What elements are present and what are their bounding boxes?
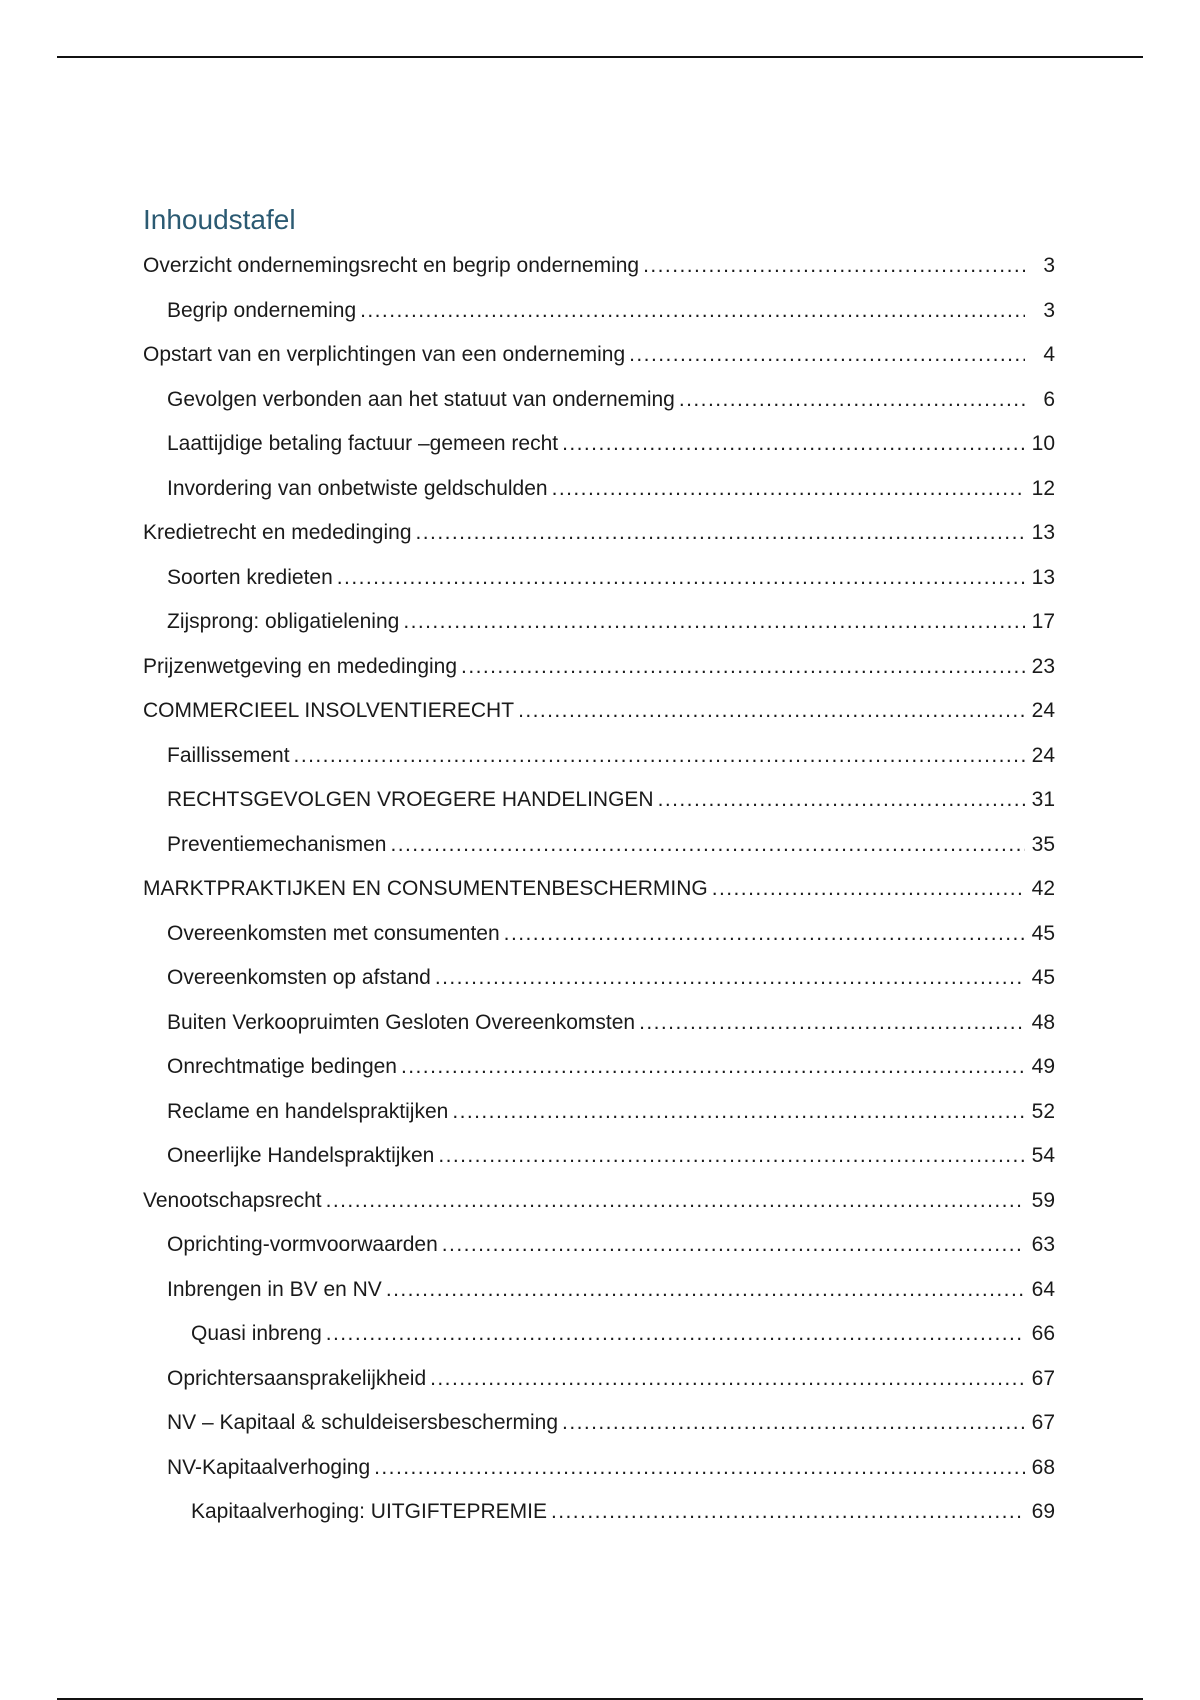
toc-entry[interactable] <box>143 867 1055 912</box>
toc-entry-label: Venootschapsrecht <box>143 1188 322 1212</box>
toc-entry[interactable] <box>143 289 1055 334</box>
toc-entry[interactable] <box>143 422 1055 467</box>
toc-entry-page: 67 <box>1031 1366 1055 1390</box>
toc-entry-label: Laattijdige betaling factuur –gemeen recht <box>167 432 559 455</box>
dot-leader <box>435 956 1025 1001</box>
toc-entry[interactable] <box>143 1401 1055 1446</box>
toc-entry[interactable] <box>143 1446 1055 1491</box>
toc-entry[interactable] <box>143 734 1055 779</box>
toc-entry-label: Preventiemechanismen <box>167 832 387 856</box>
toc-entry-page: 3 <box>1043 298 1055 322</box>
toc-entry-page: 59 <box>1031 1188 1055 1212</box>
dot-leader <box>562 422 1025 467</box>
dot-leader <box>452 1090 1025 1135</box>
toc-entry[interactable] <box>143 1490 1055 1535</box>
toc-entry-page: 3 <box>1043 254 1055 277</box>
toc-entry-label: Overeenkomsten op afstand <box>167 966 431 989</box>
toc-entry[interactable] <box>143 244 1055 289</box>
toc-entry-label: Soorten kredieten <box>167 565 333 589</box>
dot-leader <box>442 1223 1025 1268</box>
toc-entry-label: Overeenkomsten met consumenten <box>167 921 500 945</box>
toc-entry-page: 52 <box>1031 1099 1055 1123</box>
dot-leader <box>403 600 1025 645</box>
toc-entry[interactable] <box>143 1001 1055 1046</box>
toc-entry-page: 23 <box>1031 654 1055 678</box>
toc-entry-label: Prijzenwetgeving en mededinging <box>143 654 458 678</box>
toc-entry-label: Opstart van en verplichtingen van een onderneming <box>143 343 626 366</box>
dot-leader <box>374 1446 1025 1491</box>
dot-leader <box>629 333 1025 378</box>
toc-entry[interactable] <box>143 1268 1055 1313</box>
toc-entry[interactable] <box>143 689 1055 734</box>
dot-leader <box>643 244 1025 289</box>
toc-entry[interactable] <box>143 1134 1055 1179</box>
toc-entry-page: 45 <box>1031 966 1055 989</box>
dot-leader <box>401 1045 1025 1090</box>
toc-entry[interactable] <box>143 1179 1055 1224</box>
toc-entry-label: Zijsprong: obligatielening <box>167 610 400 633</box>
dot-leader <box>504 912 1025 957</box>
toc-entry-label: NV – Kapitaal & schuldeisersbescherming <box>167 1411 559 1434</box>
dot-leader <box>639 1001 1025 1046</box>
toc-entry-label: Oprichtersaansprakelijkheid <box>167 1366 427 1390</box>
toc-entry-label: MARKTPRAKTIJKEN EN CONSUMENTENBESCHERMING <box>143 877 708 900</box>
toc-entry-page: 49 <box>1031 1055 1055 1078</box>
dot-leader <box>337 556 1025 601</box>
toc-entry[interactable] <box>143 645 1055 690</box>
table-of-contents <box>143 200 1055 1535</box>
toc-entry-label: Overzicht ondernemingsrecht en begrip onderneming <box>143 254 640 277</box>
toc-entry[interactable] <box>143 1223 1055 1268</box>
toc-entry[interactable] <box>143 778 1055 823</box>
toc-entry-label: NV-Kapitaalverhoging <box>167 1455 371 1479</box>
toc-entry-label: Gevolgen verbonden aan het statuut van onderneming <box>167 387 675 411</box>
toc-entry-label: Reclame en handelspraktijken <box>167 1099 449 1123</box>
toc-entry-label: Quasi inbreng <box>191 1322 322 1345</box>
toc-entry-page: 64 <box>1031 1277 1055 1301</box>
toc-entry-label: COMMERCIEEL INSOLVENTIERECHT <box>143 699 515 722</box>
toc-entry-page: 4 <box>1043 343 1055 366</box>
toc-entry-page: 63 <box>1031 1233 1055 1256</box>
toc-entry-label: Inbrengen in BV en NV <box>167 1277 382 1301</box>
toc-entry-page: 17 <box>1031 610 1055 633</box>
toc-entry-list <box>143 244 1055 1535</box>
dot-leader <box>294 734 1025 779</box>
dot-leader <box>326 1179 1025 1224</box>
toc-entry[interactable] <box>143 823 1055 868</box>
toc-entry-label: Kapitaalverhoging: UITGIFTEPREMIE <box>191 1500 547 1523</box>
toc-entry[interactable] <box>143 1090 1055 1135</box>
dot-leader <box>360 289 1025 334</box>
toc-entry[interactable] <box>143 556 1055 601</box>
dot-leader <box>430 1357 1025 1402</box>
dot-leader <box>386 1268 1025 1313</box>
toc-entry[interactable] <box>143 956 1055 1001</box>
toc-entry-label: Oneerlijke Handelspraktijken <box>167 1144 435 1167</box>
dot-leader <box>552 467 1025 512</box>
toc-entry-page: 12 <box>1031 476 1055 500</box>
toc-entry-page: 35 <box>1031 832 1055 856</box>
toc-entry-label: Oprichting-vormvoorwaarden <box>167 1233 438 1256</box>
toc-entry-page: 10 <box>1031 432 1055 455</box>
dot-leader <box>461 645 1025 690</box>
toc-entry-page: 66 <box>1031 1322 1055 1345</box>
dot-leader <box>551 1490 1025 1535</box>
toc-entry-page: 45 <box>1031 921 1055 945</box>
toc-entry-label: Invordering van onbetwiste geldschulden <box>167 476 548 500</box>
header-rule <box>57 56 1143 58</box>
toc-entry-page: 48 <box>1031 1010 1055 1034</box>
toc-entry-page: 42 <box>1031 877 1055 900</box>
toc-entry-label: Kredietrecht en mededinging <box>143 521 412 544</box>
dot-leader <box>712 867 1025 912</box>
toc-entry[interactable] <box>143 1312 1055 1357</box>
toc-entry-label: Faillissement <box>167 743 290 767</box>
dot-leader <box>416 511 1025 556</box>
toc-entry[interactable] <box>143 600 1055 645</box>
toc-entry-page: 24 <box>1031 743 1055 767</box>
toc-entry[interactable] <box>143 333 1055 378</box>
dot-leader <box>658 778 1025 823</box>
dot-leader <box>438 1134 1025 1179</box>
toc-entry-label: Onrechtmatige bedingen <box>167 1055 397 1078</box>
toc-entry-page: 54 <box>1031 1144 1055 1167</box>
toc-entry-page: 68 <box>1031 1455 1055 1479</box>
toc-entry-page: 13 <box>1031 565 1055 589</box>
toc-entry-page: 31 <box>1031 788 1055 811</box>
toc-entry-page: 6 <box>1043 387 1055 411</box>
toc-entry-page: 67 <box>1031 1411 1055 1434</box>
toc-title: Inhoudstafel <box>143 204 296 235</box>
toc-entry-label: Buiten Verkoopruimten Gesloten Overeenkomsten <box>167 1010 636 1034</box>
toc-entry-label: Begrip onderneming <box>167 298 357 322</box>
toc-entry[interactable] <box>143 378 1055 423</box>
toc-entry[interactable] <box>143 467 1055 512</box>
toc-entry[interactable] <box>143 1045 1055 1090</box>
toc-entry-page: 24 <box>1031 699 1055 722</box>
toc-entry-page: 13 <box>1031 521 1055 544</box>
dot-leader <box>326 1312 1025 1357</box>
dot-leader <box>562 1401 1025 1446</box>
toc-entry-page: 69 <box>1031 1500 1055 1523</box>
dot-leader <box>518 689 1025 734</box>
toc-entry[interactable] <box>143 1357 1055 1402</box>
dot-leader <box>390 823 1025 868</box>
toc-entry[interactable] <box>143 511 1055 556</box>
toc-entry[interactable] <box>143 912 1055 957</box>
dot-leader <box>679 378 1025 423</box>
toc-entry-label: RECHTSGEVOLGEN VROEGERE HANDELINGEN <box>167 788 654 811</box>
